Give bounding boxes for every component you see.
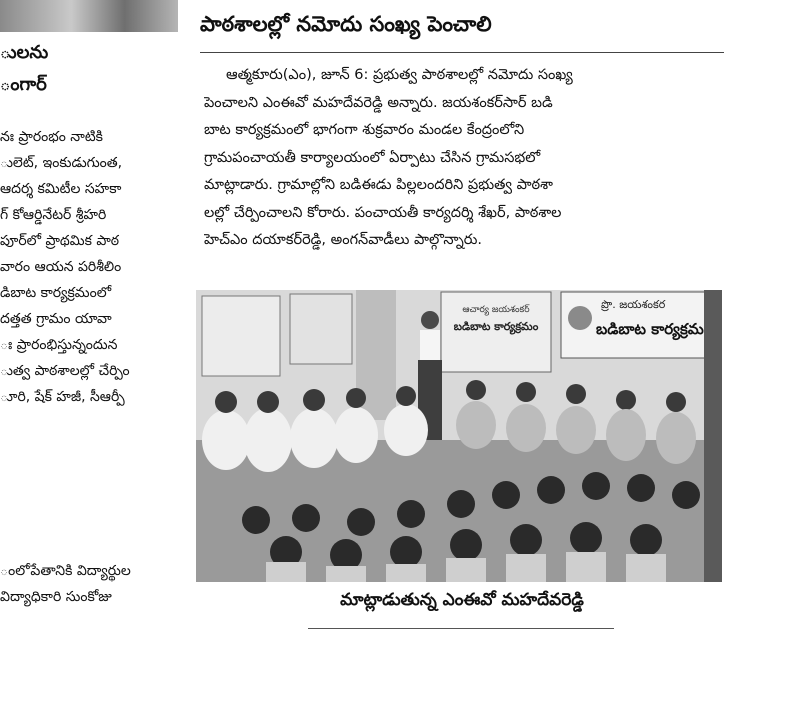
left-body-line: ంలోపేతానికి విద్యార్థుల [0,563,131,579]
banner-left-text: ఆచార్య జయశంకర్ [462,305,530,315]
left-body-line: వారం ఆయన పరిశీలిం [0,259,122,275]
left-headline-line: ంగార్ [0,74,47,95]
article-body-line: లల్లో చేర్పించాలని కోరారు. పంచాయతీ కార్యదర్శి శేఖర్, పాఠశాల [204,204,562,221]
left-body-line: పూర్‌లో ప్రాథమిక పాఠ [0,233,120,249]
left-body-line: ూరి, షేక్ హజీ, సీఆర్పీ [0,389,125,405]
article-body-line: ఆత్మకూరు(ఎం), జూన్ 6: ప్రభుత్వ పాఠశాలల్లో నమోదు సంఖ్య [226,67,573,83]
left-headline-line: ులను [0,42,49,63]
left-body-line: దత్తత గ్రామం యావా [0,311,112,327]
article-body-line: గ్రామపంచాయతీ కార్యాలయంలో ఏర్పాటు చేసిన గ్రామసభలో [204,149,541,166]
banner-left-text: బడిబాట కార్యక్రమం [453,320,539,333]
article-body-line: హెచ్ఎం దయాకర్‌రెడ్డి, అంగన్‌వాడీలు పాల్గొన్నారు. [204,232,482,248]
caption-underline [308,628,614,629]
left-body-line: డిబాట కార్యక్రమంలో [0,285,112,301]
article-body-line: బాట కార్యక్రమంలో భాగంగా శుక్రవారం మండల కేంద్రంలోని [204,122,525,138]
left-body-line: ులెట్, ఇంకుడుగుంత, [0,155,123,171]
left-body-line: నః ప్రారంభం నాటికి [0,129,103,145]
banner-right-small-text: ప్రొ. జయశంకర [601,298,666,311]
left-article-photo-strip [0,0,178,32]
banner-right-big-text: బడిబాట కార్యక్రమ [596,320,704,338]
photo-caption: మాట్లాడుతున్న ఎంఈవో మహదేవరెడ్డి [340,590,584,610]
article-body-line: పెంచాలని ఎంఈవో మహదేవరెడ్డి అన్నారు. జయశంకర్‌సార్ బడి [204,94,553,111]
article-body [204,62,724,255]
left-body-line: ుత్వ పాఠశాలల్లో చేర్పిం [0,363,130,379]
left-body-line: ః ప్రారంభిస్తున్నందున [0,337,118,353]
left-body-line: గ్ కోఆర్డినేటర్ శ్రీహరి [0,207,107,223]
left-body-line: ఆదర్శ కమిటీల సహకా [0,181,122,197]
headline-divider [200,52,724,53]
news-photo [196,290,722,582]
article-body-line: మాట్లాడారు. గ్రామాల్లోని బడిఈడు పిల్లలందరిని ప్రభుత్వ పాఠశా [204,177,553,193]
left-body-line: విద్యాధికారి సుంకోజు [0,589,112,605]
article-headline: పాఠశాలల్లో నమోదు సంఖ్య పెంచాలి [200,12,492,36]
left-column-article [0,0,190,721]
